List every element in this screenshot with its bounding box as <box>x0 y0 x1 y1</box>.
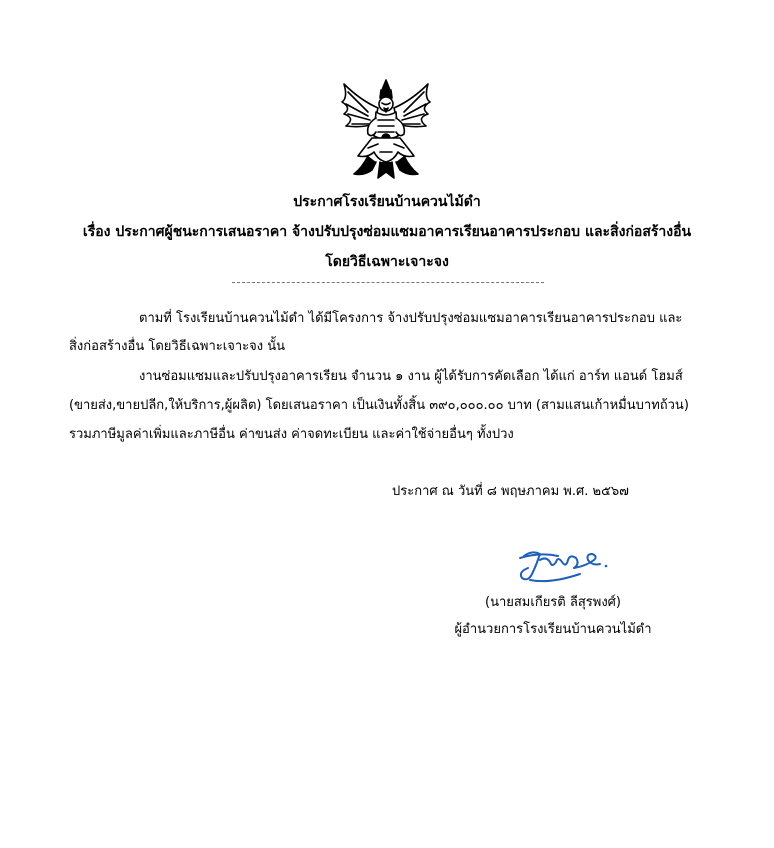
paragraph-2-line-2: (ขายส่ง,ขายปลีก,ให้บริการ,ผู้ผลิต) โดยเสนอราคา เป็นเงินทั้งสิ้น ๓๙๐,๐๐๐.๐๐ บาท (สามแสนเก้าหมื่นบาทถ้วน) <box>69 398 689 413</box>
signature <box>510 538 610 588</box>
paragraph-2-line-1: งานซ่อมแซมและปรับปรุงอาคารเรียน จำนวน ๑ งาน ผู้ได้รับการคัดเลือก ได้แก่ อาร์ท แอนด์ โฮมส์ <box>139 369 683 384</box>
paragraph-1-line-2: สิ่งก่อสร้างอื่น โดยวิธีเฉพาะเจาะจง นั้น <box>69 339 285 354</box>
signer-name: (นายสมเกียรติ ลีสุรพงศ์) <box>485 595 621 610</box>
dashed-divider <box>232 282 544 283</box>
signer-position: ผู้อำนวยการโรงเรียนบ้านควนไม้ดำ <box>454 622 652 637</box>
announcement-date: ประกาศ ณ วันที่ ๘ พฤษภาคม พ.ศ. ๒๕๖๗ <box>392 484 629 499</box>
announcement-heading: ประกาศโรงเรียนบ้านควนไม้ดำ <box>293 194 481 210</box>
paragraph-1-line-1: ตามที่ โรงเรียนบ้านควนไม้ดำ ได้มีโครงการ จ้างปรับปรุงซ่อมแซมอาคารเรียนอาคารประกอบ และ <box>139 311 683 326</box>
announcement-method: โดยวิธีเฉพาะเจาะจง <box>325 254 449 270</box>
paragraph-2-line-3: รวมภาษีมูลค่าเพิ่มและภาษีอื่น ค่าขนส่ง ค่าจดทะเบียน และค่าใช้จ่ายอื่นๆ ทั้งปวง <box>69 427 514 442</box>
garuda-emblem <box>338 78 434 182</box>
announcement-subject: เรื่อง ประกาศผู้ชนะการเสนอราคา จ้างปรับปรุงซ่อมแซมอาคารเรียนอาคารประกอบ และสิ่งก่อสร้างอื่น <box>82 224 692 240</box>
